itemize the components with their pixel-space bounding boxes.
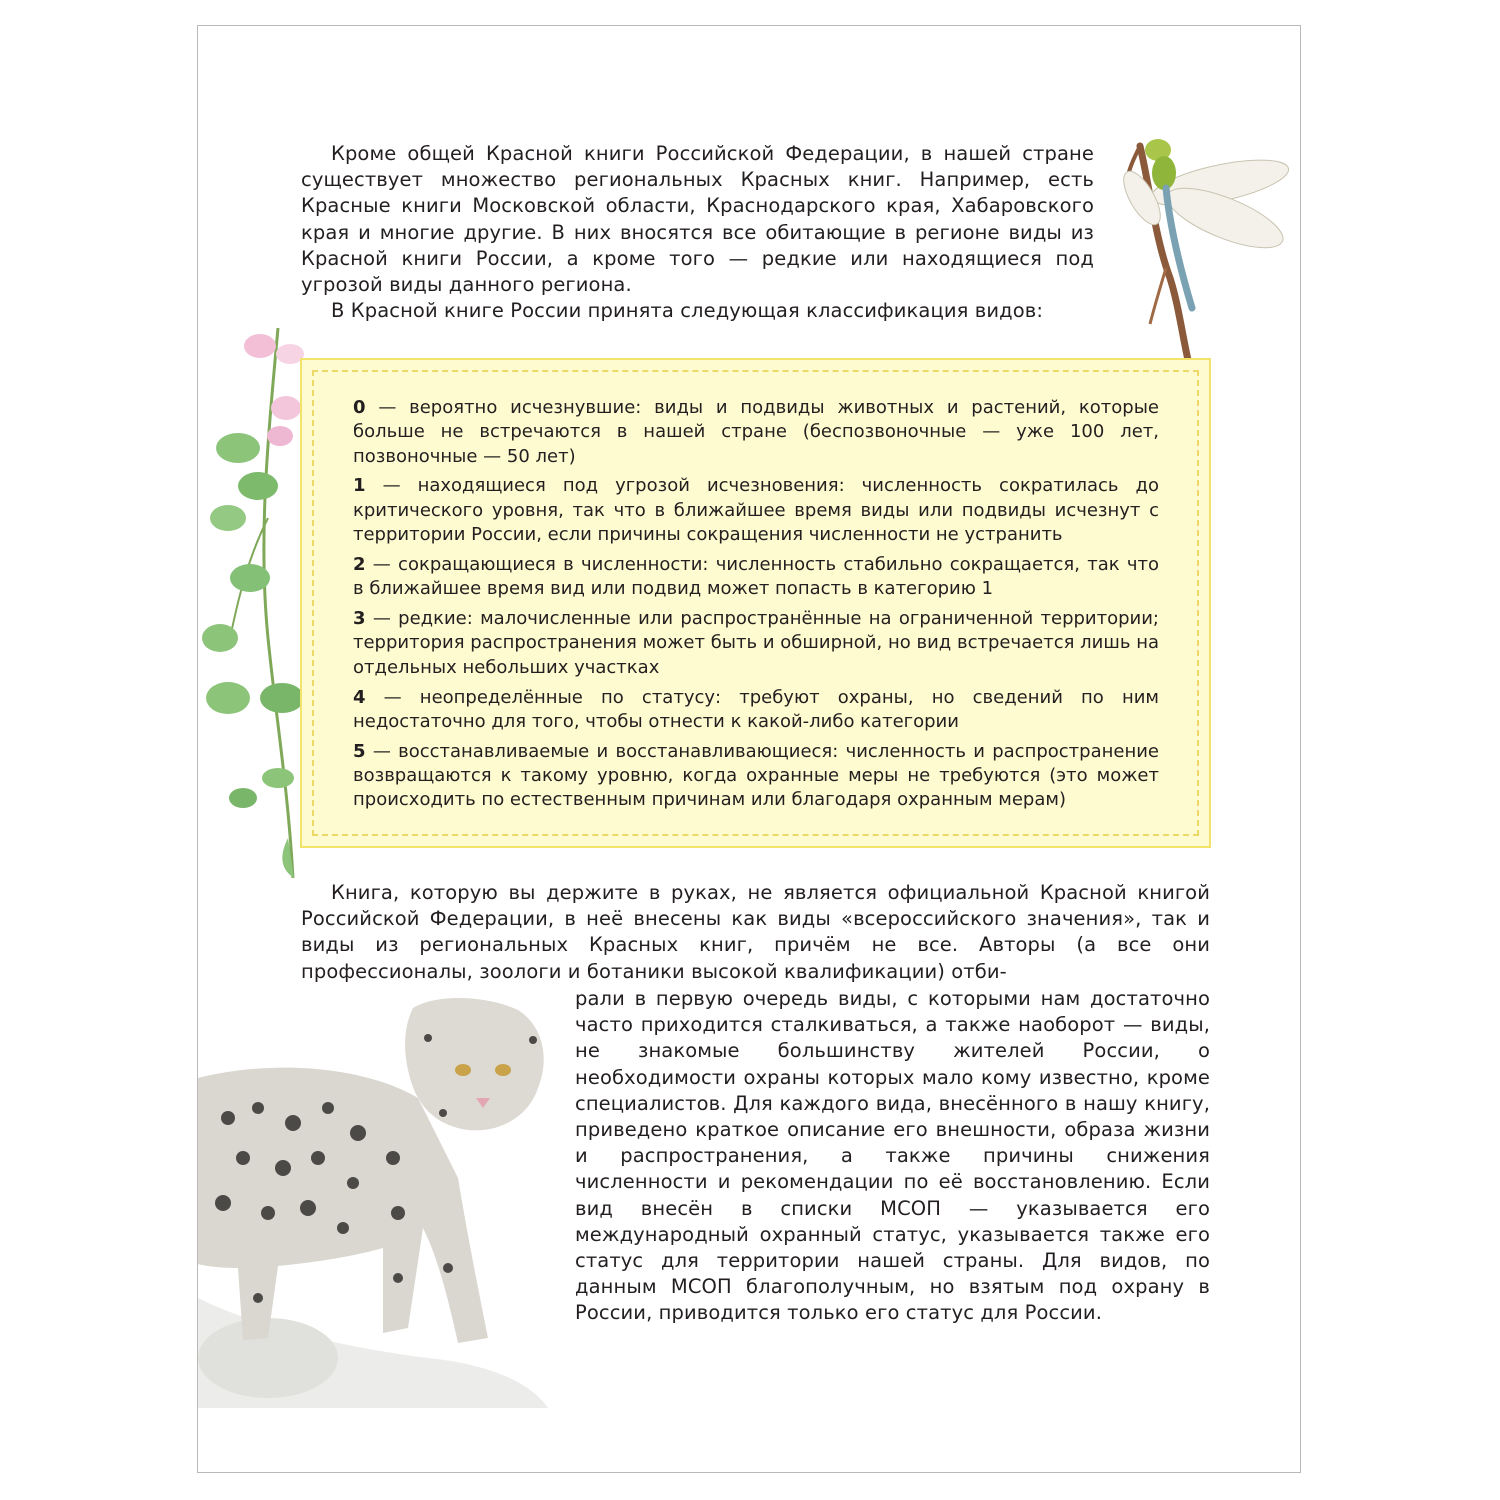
category-description: — восстанавливаемые и восстанавливающиеся: численность и распространение возвращаются к такому уровню, когда охранные меры не требуются (это может происходить по естественным причинам или благодаря охранным мерам) — [353, 740, 1159, 811]
category-item — [353, 607, 1159, 680]
category-number: 0 — [353, 397, 366, 418]
intro-text — [301, 141, 1094, 324]
outro-text-top — [301, 880, 1210, 985]
category-item — [353, 553, 1159, 602]
category-number: 4 — [353, 686, 366, 708]
category-description: — неопределённые по статусу: требуют охраны, но сведений по ним недостаточно для того, чтобы отнести к какой-либо категории — [353, 686, 1159, 732]
dragonfly-illustration — [1100, 128, 1290, 360]
intro-paragraph-2: В Красной книге России принята следующая классификация видов: — [331, 299, 1043, 323]
category-description: — находящиеся под угрозой исчезновения: численность сократилась до критического уровня, так что в ближайшее время виды или подвиды исчезнут с территории России, если причины сокращения численности не устранить — [353, 475, 1159, 546]
category-item — [353, 686, 1159, 735]
category-description: — редкие: малочисленные или распространённые на ограниченной территории; территория распространения может быть и обширной, но вид встречается лишь на отдельных небольших участках — [353, 608, 1159, 678]
category-number: 3 — [353, 608, 366, 630]
category-item — [353, 474, 1159, 547]
category-number: 2 — [353, 553, 366, 575]
flowering-plant-illustration — [198, 318, 310, 878]
category-number: 1 — [353, 475, 366, 497]
category-description: — вероятно исчезнувшие: виды и подвиды животных и растений, которые больше не встречаются в нашей стране (беспозвоночные — уже 100 лет, позвоночные — 50 лет) — [353, 397, 1159, 467]
category-item — [353, 740, 1159, 813]
intro-paragraph-1: Кроме общей Красной книги Российской Федерации, в нашей стране существует множество региональных Красных книг. Например, есть Красные книги Московской области, Краснодарского края, Хабаровского края и многие другие. В них вносятся все обитающие в регионе виды из Красной книги России, а кроме того — редкие или находящиеся под угрозой виды данного региона. — [301, 142, 1094, 297]
category-description: — сокращающиеся в численности: численность стабильно сокращается, так что в ближайшее время вид или подвид может попасть в категорию 1 — [353, 553, 1159, 600]
category-number: 5 — [353, 740, 366, 762]
outro-paragraph-continued: рали в первую очередь виды, с которыми нам достаточно часто приходится сталкиваться, а также наоборот — виды, не знакомые большинству жителей России, о необходимости охраны которых мало кому известно, кроме специалистов. Для каждого вида, внесённого в нашу книгу, приведено краткое описание его внешности, образа жизни и распространения, а также причины снижения численности и рекомендации по её восстановлению. Если вид внесён в списки МСОП — указывается его международный охранный статус, указывается также его статус для территории нашей страны. Для видов, по данным МСОП благополучным, но взятым под охрану в России, приводится только его статус для России. — [575, 987, 1210, 1325]
snow-leopard-illustration — [198, 998, 558, 1418]
outro-paragraph-start: Книга, которую вы держите в руках, не является официальной Красной книгой Российской Федерации, в неё внесены как виды «всероссийского значения», так и виды из региональных Красных книг, причём не все. Авторы (а все они профессионалы, зоологи и ботаники высокой квалификации) отби- — [301, 881, 1210, 983]
category-item — [353, 396, 1159, 469]
category-list — [353, 396, 1159, 818]
classification-box — [300, 358, 1211, 848]
outro-text-bottom — [575, 986, 1210, 1327]
